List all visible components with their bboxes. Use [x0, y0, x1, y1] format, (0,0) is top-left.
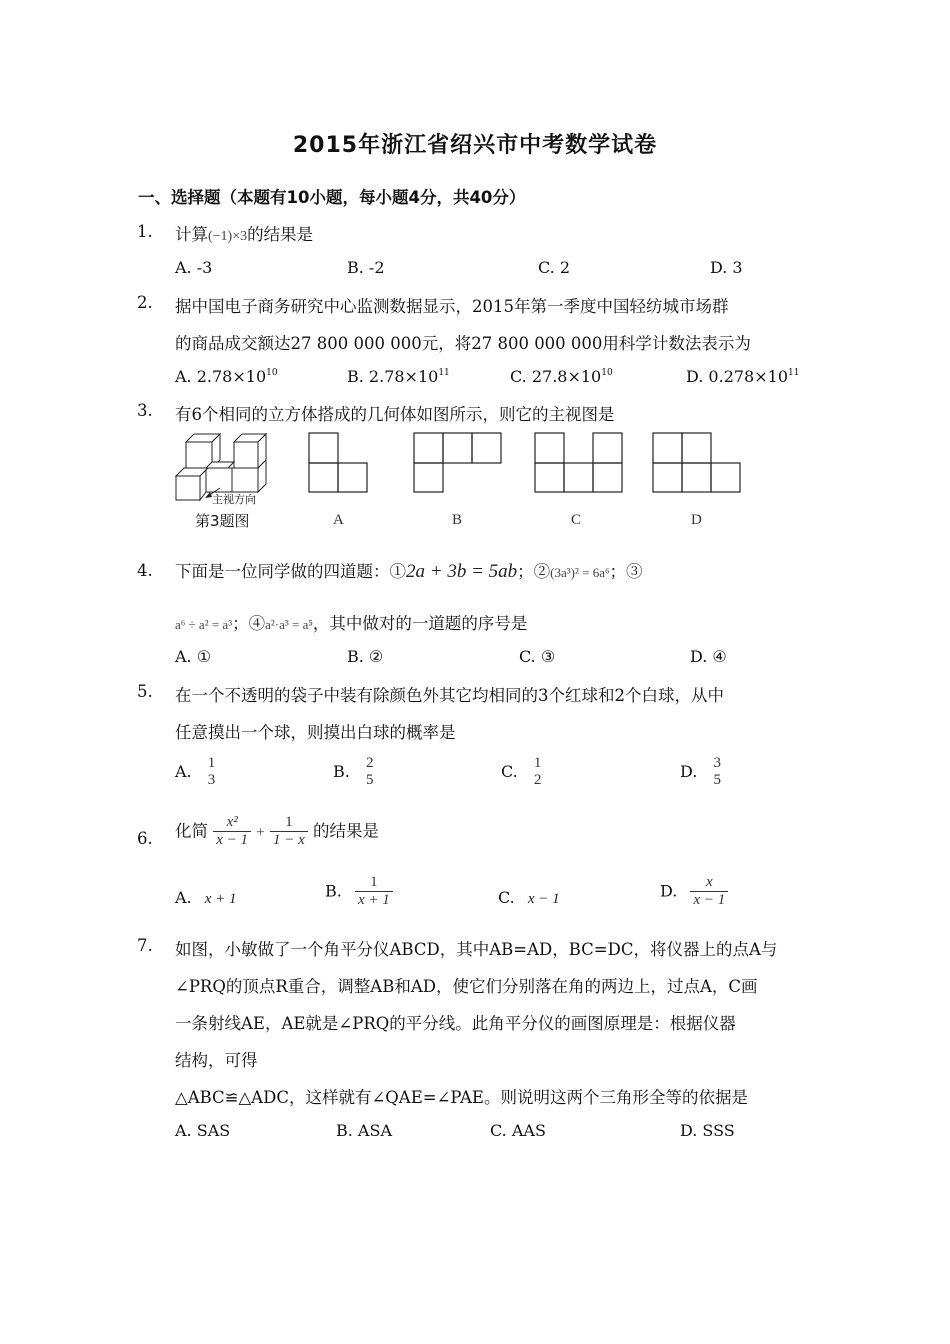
q6-option-d: D. $\frac{x}{x - 1}$ [660, 874, 728, 910]
q1-option-d: D. 3 [710, 258, 743, 277]
q7-line-3: 一条射线AE，AE就是∠PRQ的平分线。此角平分仪的画图原理是：根据仪器 [175, 1014, 736, 1033]
q1-option-b: B. -2 [347, 258, 385, 277]
q1-expr: (−1)×3 [208, 229, 248, 244]
q3-figure-caption: 第3题图 [195, 512, 250, 530]
q5-line-2: 任意摸出一个球，则摸出白球的概率是 [175, 723, 456, 742]
q2-option-d: D. $0.278\times 10^{11}$ [686, 367, 800, 386]
q1-stem [175, 221, 313, 245]
q6-option-b: B. $\frac{1}{x + 1}$ [325, 874, 393, 910]
q7-option-b: B. ASA [336, 1121, 392, 1140]
q3-option-a-label: A [333, 512, 344, 528]
q4-number: 4. [137, 561, 153, 580]
q3-option-b-label: B [452, 512, 463, 528]
q7-option-a: A. SAS [175, 1121, 231, 1140]
q7-line-4: 结构，可得 [175, 1051, 258, 1070]
q3-option-d-figure [652, 432, 744, 494]
q3-number: 3. [137, 401, 153, 420]
q4-eq4: a²·a³ = a⁵ [265, 617, 313, 632]
q4-option-d: D. ④ [690, 647, 727, 666]
q7-number: 7. [137, 936, 153, 955]
q4-option-c: C. ③ [519, 647, 556, 666]
q3-stem: 有6个相同的立方体搭成的几何体如图所示，则它的主视图是 [175, 405, 615, 424]
q1-post: 的结果是 [247, 225, 314, 244]
q3-arrow-label: 主视方向 [212, 493, 256, 506]
q1-number: 1. [137, 222, 153, 241]
q4-eq1: 2a + 3b = 5ab [406, 561, 518, 582]
q4-option-b: B. ② [347, 647, 384, 666]
q6-stem: 化简 $\frac{\text{x²}}{x - 1}$ + $\frac{1}{1 - x}$ 的结果是 [175, 814, 380, 849]
q2-option-c: C. $27.8\times 10^{10}$ [510, 367, 613, 386]
q1-option-a: A. -3 [175, 258, 213, 277]
q5-line-1: 在一个不透明的袋子中装有除颜色外其它均相同的3个红球和2个白球，从中 [175, 686, 724, 705]
q4-stem-line-2: a⁶ ÷ a² = a³；④a²·a³ = a⁵，其中做对的一道题的序号是 [175, 614, 528, 633]
q4-option-a: A. ① [175, 647, 212, 666]
q7-option-d: D. SSS [680, 1121, 735, 1140]
q3-option-c-label: C [571, 512, 582, 528]
q4-stem-line-1: 下面是一位同学做的四道题：①2a + 3b = 5ab；②(3a³)² = 6a⁶；③ [175, 561, 643, 582]
q2-line-2: 的商品成交额达27 800 000 000元，将27 800 000 000用科学计数法表示为 [175, 334, 751, 353]
q5-option-c: C. 1 2 [501, 755, 542, 789]
q7-line-5: △ABC≌△ADC，这样就有∠QAE=∠PAE。则说明这两个三角形全等的依据是 [175, 1088, 748, 1107]
q2-line-1: 据中国电子商务研究中心监测数据显示，2015年第一季度中国轻纺城市场群 [175, 297, 729, 316]
q2-option-a: A. $2.78\times 10^{10}$ [175, 367, 278, 386]
q2-number: 2. [137, 293, 153, 312]
q2-option-b: B. $2.78\times 10^{11}$ [347, 367, 450, 386]
q3-option-a-figure [308, 432, 370, 494]
q3-option-b-figure [413, 432, 505, 494]
q5-option-b: B. 2 5 [333, 755, 374, 789]
q5-option-d: D. 3 5 [680, 755, 721, 789]
q4-eq2: (3a³)² = 6a⁶ [550, 565, 610, 580]
page-title: 2015年浙江省绍兴市中考数学试卷 [292, 133, 658, 158]
q5-option-a: A. 1 3 [175, 755, 216, 789]
q4-eq3: a⁶ ÷ a² = a³ [175, 617, 233, 632]
q7-line-1: 如图，小敏做了一个角平分仪ABCD，其中AB=AD，BC=DC，将仪器上的点A与 [175, 940, 778, 959]
q6-option-a: A. x + 1 [175, 888, 237, 907]
section-heading: 一、选择题（本题有10小题，每小题4分，共40分） [138, 188, 526, 207]
q6-number: 6. [137, 829, 153, 848]
q5-number: 5. [137, 682, 153, 701]
q1-pre: 计算 [175, 225, 208, 244]
q3-option-c-figure [534, 432, 626, 494]
q6-option-c: C. x − 1 [498, 888, 560, 907]
q1-option-c: C. 2 [538, 258, 571, 277]
q7-option-c: C. AAS [490, 1121, 546, 1140]
q3-option-d-label: D [691, 512, 702, 528]
q7-line-2: ∠PRQ的顶点R重合，调整AB和AD，使它们分别落在角的两边上，过点A，C画 [175, 977, 758, 996]
